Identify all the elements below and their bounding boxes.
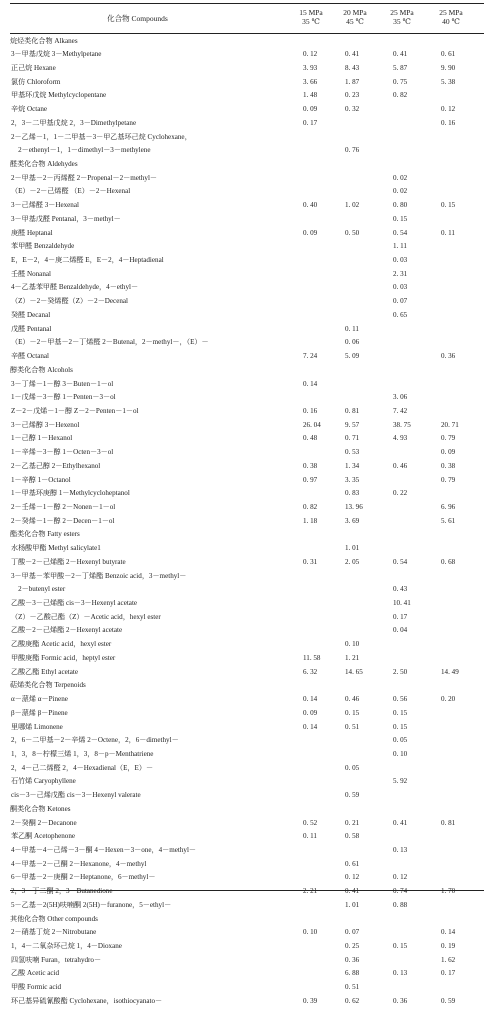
value-cell: 0. 15 — [393, 708, 408, 717]
value-cell: 6. 88 — [345, 969, 360, 978]
compound-name: 5－乙基－2(5H)呋喃酮 2(5H)－furanone，5－ethyl－ — [11, 900, 172, 909]
table-row — [10, 254, 484, 268]
value-cell: 14. 65 — [345, 667, 363, 676]
value-cell: 0. 12 — [393, 873, 408, 882]
table-row — [10, 378, 484, 392]
value-cell: 0. 16 — [441, 118, 456, 127]
compound-name: 甲酸 Formic acid — [11, 983, 62, 992]
value-cell: 0. 03 — [393, 283, 408, 292]
table-row — [10, 981, 484, 995]
table-row — [10, 871, 484, 885]
value-cell: 0. 76 — [345, 146, 360, 155]
value-cell: 0. 12 — [345, 873, 360, 882]
table-row — [10, 474, 484, 488]
compound-name: E，E－2，4－庚二烯醛 E，E－2，4－Heptadienal — [11, 256, 164, 265]
compound-name: 3－甲基－苯甲酸－2－丁烯酯 Benzoic acid，3－methyl－ — [11, 571, 187, 580]
table-row — [10, 281, 484, 295]
value-cell: 0. 05 — [345, 763, 360, 772]
value-cell: 13. 96 — [345, 502, 363, 511]
value-cell: 0. 36 — [441, 352, 456, 361]
value-cell: 0. 31 — [303, 557, 318, 566]
value-cell: 9. 90 — [441, 63, 456, 72]
compound-name: 乙酸－2－己烯酯 2－Hexenyl acetate — [11, 626, 123, 635]
compound-name: 石竹烯 Caryophyllene — [11, 777, 76, 786]
compound-name — [11, 885, 112, 899]
value-cell: 0. 19 — [441, 942, 456, 951]
value-cell: 0. 15 — [345, 708, 360, 717]
value-cell: 0. 09 — [303, 228, 318, 237]
table-row — [10, 48, 484, 62]
table-row — [10, 995, 484, 1009]
value-cell: 0. 38 — [303, 461, 318, 470]
value-cell: 6. 96 — [441, 502, 456, 511]
category-row — [10, 679, 484, 693]
compound-name: 2－癸酮 2－Decanone — [11, 818, 77, 827]
table-row — [10, 830, 484, 844]
table-row — [10, 350, 484, 364]
value-cell: 0. 52 — [303, 818, 318, 827]
table-row — [10, 721, 484, 735]
compound-name: 丁酸－2－己烯酯 2－Hexenyl butyrate — [11, 557, 126, 566]
value-cell: 2. 31 — [393, 269, 408, 278]
value-cell: 0. 09 — [303, 105, 318, 114]
compound-name: 1－己醇 1－Hexanol — [11, 434, 73, 443]
table-row — [10, 460, 484, 474]
table-row — [10, 844, 484, 858]
table-bottom-rule — [10, 890, 484, 891]
table-row — [10, 432, 484, 446]
table-row — [10, 624, 484, 638]
compound-name: 3－己烯醛 3－Hexenal — [11, 201, 79, 210]
compound-name: 2－甲基－2－丙烯醛 2－Propenal－2－methyl－ — [11, 173, 158, 182]
table-row — [10, 817, 484, 831]
compound-name: 4－甲基－2－己酮 2－Hexanone，4－methyl — [11, 859, 147, 868]
table-row — [10, 789, 484, 803]
value-cell: 1. 18 — [303, 516, 318, 525]
value-cell: 0. 14 — [303, 695, 318, 704]
table-row — [10, 172, 484, 186]
compound-name: 1，4－二氧杂环己烷 1，4－Dioxane — [11, 942, 122, 951]
value-cell: 0. 68 — [441, 557, 456, 566]
value-cell: 1. 01 — [345, 544, 360, 553]
value-cell: 0. 46 — [393, 461, 408, 470]
value-cell: 0. 11 — [345, 324, 359, 333]
compound-name: 庚醛 Heptanal — [11, 228, 53, 237]
table-row — [10, 652, 484, 666]
category-row — [10, 158, 484, 172]
compound-name: 2，3－二甲基戊烷 2，3－Dimethylpetane — [11, 118, 137, 127]
table-row — [10, 775, 484, 789]
value-cell: 0. 10 — [345, 640, 360, 649]
value-cell: 0. 41 — [345, 50, 360, 59]
table-row — [10, 501, 484, 515]
table-row — [10, 405, 484, 419]
value-cell — [345, 885, 359, 899]
value-cell: 0. 62 — [345, 996, 360, 1005]
table-row — [10, 185, 484, 199]
table-top-rule — [10, 3, 484, 4]
compound-name: 氯仿 Chloroform — [11, 77, 61, 86]
compound-name: 苯甲醛 Benzaldehyde — [11, 242, 75, 251]
value-cell: 0. 88 — [393, 900, 408, 909]
category-label: 酮类化合物 Ketones — [10, 804, 71, 813]
value-cell: 7. 42 — [393, 406, 408, 415]
value-cell: 5. 38 — [441, 77, 456, 86]
compound-name: （E）－2－甲基－2－丁烯醛 2－Butenal，2－methyl－，（E）－ — [11, 338, 209, 347]
header-col-2 — [332, 8, 378, 26]
value-cell: 0. 46 — [345, 695, 360, 704]
compound-name: 4－乙基苯甲醛 Benzaldehyde，4－ethyl－ — [11, 283, 139, 292]
value-cell — [441, 885, 455, 899]
table-row — [10, 268, 484, 282]
table-row — [10, 336, 484, 350]
value-cell: 0. 10 — [303, 928, 318, 937]
value-cell: 0. 82 — [393, 91, 408, 100]
value-cell: 0. 09 — [441, 448, 456, 457]
value-cell: 8. 43 — [345, 63, 360, 72]
compound-name: 正己烷 Hexane — [11, 63, 56, 72]
category-label: 醇类化合物 Alcohols — [10, 365, 73, 374]
value-cell: 0. 13 — [393, 969, 408, 978]
category-label: 萜烯类化合物 Terpenoids — [10, 681, 86, 690]
value-cell: 0. 11 — [441, 228, 455, 237]
header-col-4 — [428, 8, 474, 26]
value-cell: 3. 35 — [345, 475, 360, 484]
header-col-1-pressure: 15 MPa — [299, 8, 323, 17]
compound-name: 1，3，8－柠檬三烯 1，3，8－p－Menthatriene — [11, 749, 154, 758]
table-row — [10, 748, 484, 762]
value-cell: 14. 49 — [441, 667, 459, 676]
compound-name: 6－甲基－2－庚酮 2－Heptanone，6－methyl－ — [11, 873, 156, 882]
compound-name: 2－硝基丁烷 2－Nitrobutane — [11, 928, 97, 937]
value-cell: 0. 54 — [393, 228, 408, 237]
value-cell: 0. 83 — [345, 489, 360, 498]
category-row — [10, 913, 484, 927]
compound-name: 甲酸庚酯 Formic acid，heptyl ester — [11, 653, 116, 662]
value-cell: 0. 12 — [441, 105, 456, 114]
value-cell: 0. 07 — [345, 928, 360, 937]
value-cell: 3. 69 — [345, 516, 360, 525]
value-cell: 0. 15 — [393, 722, 408, 731]
value-cell: 0. 05 — [393, 736, 408, 745]
compound-name: 癸醛 Decanal — [11, 310, 51, 319]
table-row — [10, 542, 484, 556]
value-cell: 0. 14 — [303, 379, 318, 388]
value-cell: 0. 79 — [441, 434, 456, 443]
compound-name: 乙酸乙酯 Ethyl acetate — [11, 667, 78, 676]
value-cell: 5. 92 — [393, 777, 408, 786]
compound-name: 2－butenyl ester — [11, 585, 66, 594]
table-row — [10, 309, 484, 323]
compound-name: 甲基环戊烷 Methylcyclopentane — [11, 91, 107, 100]
value-cell: 2. 50 — [393, 667, 408, 676]
value-cell: 0. 79 — [441, 475, 456, 484]
table-row — [10, 926, 484, 940]
value-cell: 0. 32 — [345, 105, 360, 114]
compound-name: 水杨酸甲酯 Methyl salicylate1 — [11, 544, 101, 553]
value-cell: 5. 09 — [345, 352, 360, 361]
value-cell: 0. 41 — [393, 50, 408, 59]
compound-name: （E）－2－己烯醛 （E）－2－Hexenal — [11, 187, 131, 196]
compound-name: 2－乙基己醇 2－Ethylhexanol — [11, 461, 101, 470]
compound-name: 2－乙烯－1，1－二甲基－3－甲乙基环己烷 Cyclohexane， — [11, 132, 192, 141]
value-cell: 0. 04 — [393, 626, 408, 635]
category-label: 醛类化合物 Aldehydes — [10, 159, 78, 168]
value-cell: 9. 57 — [345, 420, 360, 429]
compound-name: 辛烷 Octane — [11, 105, 48, 114]
compound-name: α－蒎烯 α－Pinene — [11, 695, 68, 704]
value-cell: 0. 21 — [345, 818, 360, 827]
value-cell: 0. 23 — [345, 91, 360, 100]
value-cell: 0. 14 — [303, 722, 318, 731]
value-cell: 0. 39 — [303, 996, 318, 1005]
value-cell: 0. 82 — [303, 502, 318, 511]
value-cell: 6. 32 — [303, 667, 318, 676]
value-cell: 5. 87 — [393, 63, 408, 72]
value-cell: 38. 75 — [393, 420, 411, 429]
value-cell: 0. 14 — [441, 928, 456, 937]
value-cell: 0. 38 — [441, 461, 456, 470]
value-cell: 0. 22 — [393, 489, 408, 498]
value-cell: 0. 58 — [345, 832, 360, 841]
value-cell: 4. 93 — [393, 434, 408, 443]
value-cell: 0. 75 — [393, 77, 408, 86]
table-row — [10, 515, 484, 529]
value-cell: 0. 36 — [393, 996, 408, 1005]
header-col-2-pressure: 20 MPa — [343, 8, 367, 17]
table-row — [10, 199, 484, 213]
value-cell: 0. 15 — [393, 942, 408, 951]
table-row — [10, 76, 484, 90]
value-cell: 11. 58 — [303, 653, 321, 662]
table-row — [10, 144, 484, 158]
value-cell: 0. 03 — [393, 256, 408, 265]
value-cell: 1. 21 — [345, 653, 360, 662]
value-cell: 1. 01 — [345, 900, 360, 909]
value-cell: 3. 06 — [393, 393, 408, 402]
header-col-1 — [288, 8, 334, 26]
compound-name: 里哪烯 Limonene — [11, 722, 63, 731]
compound-name: 辛醛 Octanal — [11, 352, 50, 361]
compound-name: β－蒎烯 β－Pinene — [11, 708, 68, 717]
table-row — [10, 391, 484, 405]
value-cell: 0. 12 — [303, 50, 318, 59]
table-row — [10, 954, 484, 968]
table-row — [10, 638, 484, 652]
header-col-3-pressure: 25 MPa — [390, 8, 414, 17]
table-row — [10, 734, 484, 748]
value-cell: 0. 06 — [345, 338, 360, 347]
compound-name: 四氢呋喃 Furan，tetrahydro－ — [11, 955, 102, 964]
value-cell: 0. 51 — [345, 722, 360, 731]
value-cell: 0. 61 — [441, 50, 456, 59]
value-cell: 0. 61 — [345, 859, 360, 868]
compound-name: 3－己烯醇 3－Hexenol — [11, 420, 80, 429]
compound-name: 1－辛烯－3－醇 1－Octen－3－ol — [11, 448, 114, 457]
value-cell: 0. 56 — [393, 695, 408, 704]
table-row — [10, 419, 484, 433]
table-row — [10, 885, 484, 899]
compound-name: cis－3－己烯戊酯 cis－3－Hexenyl valerate — [11, 791, 141, 800]
compound-name: 1－辛醇 1－Octanol — [11, 475, 71, 484]
value-cell: 0. 20 — [441, 695, 456, 704]
value-cell: 0. 53 — [345, 448, 360, 457]
compound-name: 2，6－二甲基－2－辛烯 2－Octene，2，6－dimethyl－ — [11, 736, 179, 745]
value-cell: 0. 97 — [303, 475, 318, 484]
table-row — [10, 570, 484, 584]
table-row — [10, 131, 484, 145]
value-cell: 3. 93 — [303, 63, 318, 72]
value-cell: 0. 09 — [303, 708, 318, 717]
table-row — [10, 666, 484, 680]
table-row — [10, 89, 484, 103]
value-cell: 0. 25 — [345, 942, 360, 951]
table-row — [10, 240, 484, 254]
value-cell: 0. 17 — [303, 118, 318, 127]
value-cell: 0. 40 — [303, 201, 318, 210]
compound-name: 乙酸庚酯 Acetic acid，hexyl ester — [11, 640, 112, 649]
compound-name: 环己基异硫氰酸酯 Cyclohexane，isothiocyanato－ — [11, 996, 163, 1005]
table-row — [10, 967, 484, 981]
value-cell: 0. 36 — [345, 955, 360, 964]
compound-name: 3－丁烯－1－醇 3－Buten－1－ol — [11, 379, 114, 388]
header-col-1-temp: 35 ℃ — [302, 17, 320, 26]
compound-name: 苯乙酮 Acetophenone — [11, 832, 76, 841]
compound-name: 3－甲基戊烷 3－Methylpetane — [11, 50, 102, 59]
category-label: 酯类化合物 Fatty esters — [10, 530, 80, 539]
value-cell: 0. 59 — [345, 791, 360, 800]
value-cell: 3. 66 — [303, 77, 318, 86]
value-cell: 1. 34 — [345, 461, 360, 470]
value-cell: 0. 65 — [393, 310, 408, 319]
value-cell: 0. 41 — [393, 818, 408, 827]
value-cell: 0. 17 — [393, 612, 408, 621]
compound-name: 2，4－己二烯醛 2，4－Hexadienal（E，E）－ — [11, 763, 154, 772]
compound-name: 乙酸 Acetic acid — [11, 969, 60, 978]
compound-name: 1－甲基环庚醇 1－Methylcycloheptanol — [11, 489, 130, 498]
value-cell: 1. 62 — [441, 955, 456, 964]
compound-name: Z－2－戊烯－1－醇 Z－2－Penten－1－ol — [11, 406, 139, 415]
compound-name: 4－甲基－4－己烯－3－酮 4－Hexen－3－one，4－methyl－ — [11, 845, 197, 854]
table-row — [10, 295, 484, 309]
value-cell: 0. 15 — [393, 214, 408, 223]
value-cell: 26. 04 — [303, 420, 321, 429]
value-cell: 0. 48 — [303, 434, 318, 443]
header-col-4-pressure: 25 MPa — [439, 8, 463, 17]
compound-name: （Z）－乙酸己酯（Z）－Acetic acid，hexyl ester — [11, 612, 161, 621]
compound-name: 2－壬烯－1－醇 2－Nonen－1－ol — [11, 502, 116, 511]
value-cell: 1. 02 — [345, 201, 360, 210]
category-label: 其他化合物 Other compounds — [10, 914, 98, 923]
value-cell: 0. 16 — [303, 406, 318, 415]
table-row — [10, 323, 484, 337]
header-col-3-temp: 35 ℃ — [393, 17, 411, 26]
value-cell: 0. 59 — [441, 996, 456, 1005]
value-cell: 0. 71 — [345, 434, 360, 443]
header-compound: 化合物 Compounds — [107, 14, 168, 23]
table-row — [10, 940, 484, 954]
value-cell: 0. 15 — [441, 201, 456, 210]
value-cell: 2. 05 — [345, 557, 360, 566]
table-row — [10, 446, 484, 460]
compound-name: 2－ethenyl－1，1－dimethyl－3－methylene — [11, 146, 151, 155]
value-cell: 1. 87 — [345, 77, 360, 86]
value-cell: 0. 43 — [393, 585, 408, 594]
table-row — [10, 583, 484, 597]
table-row — [10, 899, 484, 913]
value-cell: 20. 71 — [441, 420, 459, 429]
header-col-2-temp: 45 ℃ — [346, 17, 364, 26]
value-cell: 0. 07 — [393, 297, 408, 306]
table-row — [10, 213, 484, 227]
table-row — [10, 227, 484, 241]
category-row — [10, 364, 484, 378]
value-cell: 0. 80 — [393, 201, 408, 210]
table-row — [10, 117, 484, 131]
value-cell: 0. 10 — [393, 749, 408, 758]
value-cell: 0. 81 — [345, 406, 360, 415]
table-row — [10, 556, 484, 570]
category-row — [10, 528, 484, 542]
value-cell: 0. 50 — [345, 228, 360, 237]
value-cell: 1. 48 — [303, 91, 318, 100]
header-col-4-temp: 40 ℃ — [442, 17, 460, 26]
header-col-3 — [379, 8, 425, 26]
value-cell: 0. 02 — [393, 173, 408, 182]
table-row — [10, 103, 484, 117]
table-row — [10, 762, 484, 776]
compound-name: 1－戊烯－3－醇 1－Penten－3－ol — [11, 393, 116, 402]
compound-name: 3－甲基戊醛 Pentanal，3－methyl－ — [11, 214, 121, 223]
table-row — [10, 693, 484, 707]
value-cell — [303, 885, 317, 899]
value-cell: 1. 11 — [393, 242, 407, 251]
value-cell: 0. 17 — [441, 969, 456, 978]
value-cell: 10. 41 — [393, 599, 411, 608]
category-row — [10, 35, 484, 49]
compound-name: 2－癸烯－1－醇 2－Decen－1－ol — [11, 516, 115, 525]
table-row — [10, 597, 484, 611]
compound-name: 壬醛 Nonanal — [11, 269, 51, 278]
compound-name: 戊醛 Pentanal — [11, 324, 52, 333]
value-cell: 0. 02 — [393, 187, 408, 196]
table-row — [10, 611, 484, 625]
value-cell: 0. 81 — [441, 818, 456, 827]
value-cell: 0. 13 — [393, 845, 408, 854]
category-row — [10, 803, 484, 817]
table-row — [10, 858, 484, 872]
value-cell: 5. 61 — [441, 516, 456, 525]
value-cell — [393, 885, 407, 899]
table-row — [10, 487, 484, 501]
category-label: 烷烃类化合物 Alkanes — [10, 36, 78, 45]
table-row — [10, 62, 484, 76]
value-cell: 7. 24 — [303, 352, 318, 361]
value-cell: 0. 11 — [303, 832, 317, 841]
table-row — [10, 707, 484, 721]
value-cell: 0. 51 — [345, 983, 360, 992]
compound-name: （Z）－2－癸烯醛（Z）－2－Decenal — [11, 297, 129, 306]
value-cell: 0. 54 — [393, 557, 408, 566]
compound-name: 乙酸－3－己烯酯 cis－3－Hexenyl acetate — [11, 599, 138, 608]
